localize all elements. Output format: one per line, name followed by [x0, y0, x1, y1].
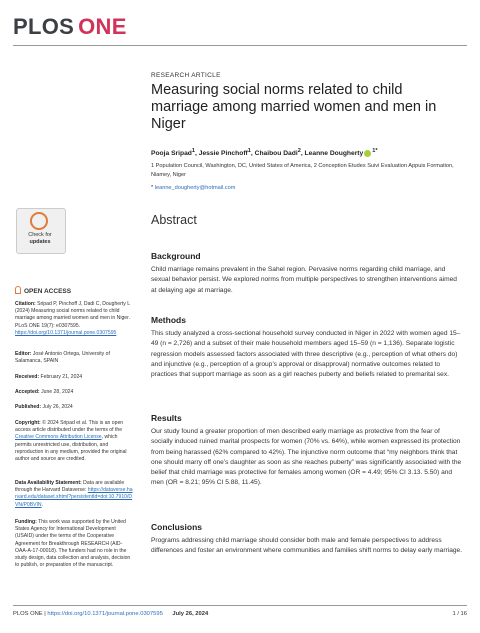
page-number: 1 / 16 [452, 611, 467, 617]
author-name[interactable]: Leanne Dougherty [304, 150, 364, 158]
logo-plos: PLOS [13, 14, 75, 39]
copyright [15, 420, 133, 463]
author-sup: 1* [372, 148, 378, 154]
orcid-icon[interactable] [364, 150, 371, 157]
received [15, 374, 133, 381]
badge-line-2: updates [29, 239, 51, 245]
article-title: Measuring social norms related to child marriage among married women and men in Niger [151, 82, 437, 132]
data-availability-pre: Data are available through the Harvard Dataverse: [15, 480, 125, 494]
accepted [15, 389, 133, 396]
published-text: July 26, 2024 [42, 404, 73, 410]
header-divider [13, 45, 467, 46]
open-access-label: OPEN ACCESS [24, 288, 72, 295]
citation-doi-link[interactable]: https://doi.org/10.1371/journal.pone.0307595 [15, 329, 117, 336]
author-name[interactable]: Chaibou Dadi [254, 150, 298, 158]
corresponding-author [151, 185, 235, 191]
copyright-label: Copyright: [15, 420, 41, 426]
footer-date: July 26, 2024 [172, 611, 209, 617]
received-label: Received: [15, 374, 40, 380]
footer-divider [13, 605, 467, 606]
footer-doi-link[interactable]: https://doi.org/10.1371/journal.pone.0307595 [47, 611, 163, 617]
editor-label: Editor: [15, 351, 32, 357]
editor [15, 351, 133, 365]
accepted-label: Accepted: [15, 389, 40, 395]
page-footer [13, 611, 467, 617]
author-sup: 2 [297, 148, 301, 154]
section-text-methods: This study analyzed a cross-sectional household survey conducted in Niger in 2022 with women aged 15–49 (n = 2,726) and a subset of their male household members aged 15–59 (n = 1,136). Separate logistic regression models assessed factors associated with three descriptive (e.g., perception of what others do) and injunctive (e.g., perception of a group’s approval or disapproval) normative outcomes related to practices that support marriage as soon as a girl reaches puberty and beliefs related to premarital sex. [151, 330, 461, 379]
section-heading-methods: Methods [151, 315, 186, 325]
logo-one: ONE [78, 14, 127, 39]
editor-text: José Antonio Ortega, University of Salamanca, SPAIN [15, 351, 110, 365]
abstract-heading: Abstract [151, 213, 197, 227]
author-name[interactable]: Jessie Pinchoff [198, 150, 248, 158]
funding [15, 519, 133, 569]
affiliations: 1 Population Council, Washington, DC, United States of America, 2 Conception Etudes Suivi Evaluation Appuis Formation, Niamey, Niger [151, 163, 454, 178]
funding-text: This work was supported by the United States Agency for International Development (USAID) under the terms of the Cooperative Agreement for Breakthrough RESEARCH (AID-OAA-A-17-00018). The funders had no role in the study design, data collection and analysis, decision to publish, or preparation of the manuscript. [15, 519, 131, 569]
author-name[interactable]: Pooja Sripad [151, 150, 192, 158]
open-lock-icon [15, 286, 21, 294]
published [15, 404, 133, 411]
dataverse-link[interactable]: https://dataverse.harvard.edu/dataset.xhtml?persistentId=doi:10.7910/DVN/P0BVIN [15, 487, 133, 508]
corr-email-link[interactable]: leanne_dougherty@hotmail.com [154, 185, 236, 191]
data-availability [15, 480, 133, 509]
copyright-post: , which permits unrestricted use, distribution, and reproduction in any medium, provided the original author and source are credited. [15, 434, 127, 463]
article-type-label: RESEARCH ARTICLE [151, 72, 221, 79]
open-access [15, 286, 71, 295]
badge-line-1: Check for [28, 232, 52, 238]
citation [15, 301, 133, 337]
update-icon [30, 212, 48, 230]
funding-label: Funding: [15, 519, 37, 525]
section-text-conclusions: Programs addressing child marriage should consider both male and female perspectives to address differences and foster an environment where communities and families shift norms to delay early marriage. [151, 537, 463, 555]
author-sup: 1 [247, 148, 251, 154]
badge-text [16, 232, 64, 246]
footer-separator: | [44, 611, 46, 617]
copyright-pre: © 2024 Sripad et al. This is an open access article distributed under the terms of the [15, 420, 124, 434]
section-text-results: Our study found a greater proportion of men described early marriage as protective from the fear of socially induced ruined marital prospects for women (70% vs. 64%), while women expressed its protection from being harassed (62% compared to 42%). The injunctive norm outcome that “my neighbors think that one should marry off one’s daughter as soon as she reaches puberty” was significantly associated with the belief that child marriage was protective for females among women (OR = 4.49; 95% CI 3.13. 5.50) and men (OR = 8.21; 95% CI 5.88, 11.45). [151, 428, 462, 487]
citation-text: Sripad P, Pinchoff J, Dadi C, Dougherty L (2024) Measuring social norms related to child marriage among married women and men in Niger. PLoS ONE 19(7): e0307595. [15, 301, 130, 329]
corr-symbol: * [151, 185, 154, 191]
citation-label: Citation: [15, 301, 36, 307]
section-heading-conclusions: Conclusions [151, 522, 203, 532]
author-list: Pooja Sripad$^1$, Jessie Pinchoff$^1$, Chaibou Dadi$^2$, Leanne Dougherty $^{1*}$ [151, 148, 378, 158]
footer-journal: PLOS ONE [13, 611, 43, 617]
license-link[interactable]: Creative Commons Attribution License [15, 434, 102, 441]
data-availability-label: Data Availability Statement: [15, 480, 82, 486]
published-label: Published: [15, 404, 42, 410]
accepted-text: June 28, 2024 [41, 389, 74, 395]
journal-logo[interactable] [13, 14, 127, 40]
section-heading-results: Results [151, 413, 182, 423]
section-heading-background: Background [151, 251, 201, 261]
author-sup: 1 [191, 148, 195, 154]
received-text: February 21, 2024 [40, 374, 83, 380]
data-availability-post: . [41, 501, 44, 508]
section-text-background: Child marriage remains prevalent in the Sahel region. Pervasive norms regarding child marriage, and sexual behavior persist. We explored norms from multiple perspectives to strengthen interventions aimed at delaying age at marriage. [151, 266, 457, 294]
